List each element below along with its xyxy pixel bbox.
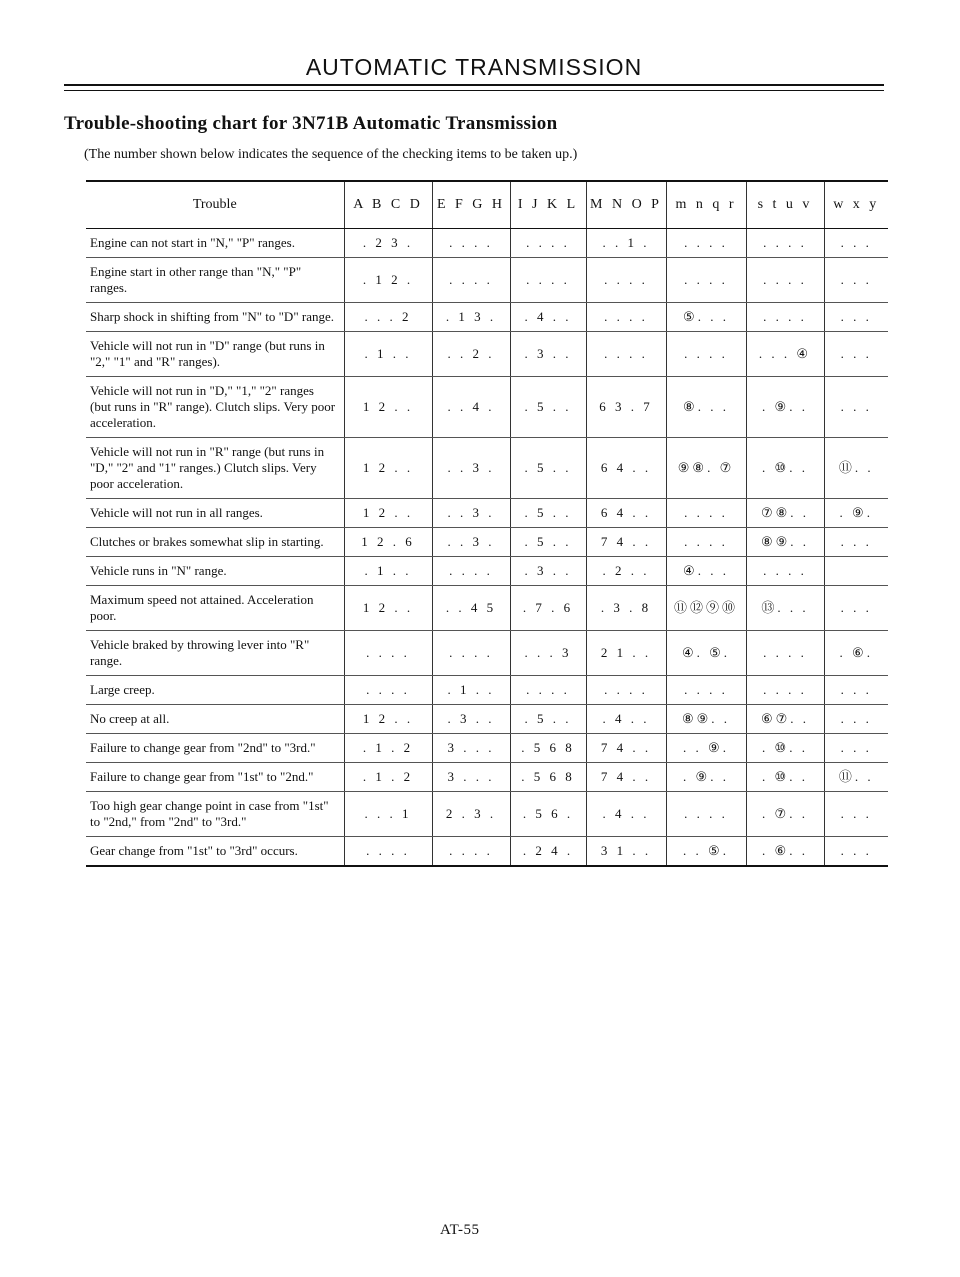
check-sequence-cell: . . . . bbox=[746, 229, 824, 258]
check-sequence-cell: 2 1 . . bbox=[586, 631, 666, 676]
check-sequence-cell: . . . . bbox=[344, 837, 432, 867]
check-sequence-cell: . 1 . 2 bbox=[344, 763, 432, 792]
check-sequence-cell: 6 4 . . bbox=[586, 438, 666, 499]
check-sequence-cell: . 5 . . bbox=[510, 499, 586, 528]
trouble-description: Too high gear change point in case from "1st" to "2nd," from "2nd" to "3rd." bbox=[86, 792, 344, 837]
check-sequence-cell: . 1 . 2 bbox=[344, 734, 432, 763]
check-sequence-cell: . . . bbox=[824, 734, 888, 763]
table-row bbox=[86, 303, 888, 332]
page-header bbox=[64, 54, 884, 81]
column-header-group: I J K L bbox=[510, 181, 586, 229]
check-sequence-cell: . 4 . . bbox=[510, 303, 586, 332]
check-sequence-cell: 3 . . . bbox=[432, 734, 510, 763]
check-sequence-cell: . . . . bbox=[586, 303, 666, 332]
check-sequence-cell: . ⑨. . bbox=[666, 763, 746, 792]
check-sequence-cell: . 2 3 . bbox=[344, 229, 432, 258]
check-sequence-cell: ⑪. . bbox=[824, 763, 888, 792]
table-row bbox=[86, 763, 888, 792]
check-sequence-cell: . . . . bbox=[666, 332, 746, 377]
check-sequence-cell: . 3 . . bbox=[510, 557, 586, 586]
table-row bbox=[86, 837, 888, 867]
check-sequence-cell: . ⑥. bbox=[824, 631, 888, 676]
check-sequence-cell: . . 3 . bbox=[432, 499, 510, 528]
check-sequence-cell: . ⑩. . bbox=[746, 763, 824, 792]
check-sequence-cell: . . . bbox=[824, 229, 888, 258]
check-sequence-cell: . . . . bbox=[746, 303, 824, 332]
check-sequence-cell: ⑬. . . bbox=[746, 586, 824, 631]
check-sequence-cell: ⑪⑫⑨⑩ bbox=[666, 586, 746, 631]
column-header-group: w x y bbox=[824, 181, 888, 229]
check-sequence-cell: ⑥⑦. . bbox=[746, 705, 824, 734]
check-sequence-cell: . ⑩. . bbox=[746, 734, 824, 763]
check-sequence-cell: . . . . bbox=[746, 676, 824, 705]
column-header-group: M N O P bbox=[586, 181, 666, 229]
check-sequence-cell: . 3 . 8 bbox=[586, 586, 666, 631]
check-sequence-cell: 3 1 . . bbox=[586, 837, 666, 867]
check-sequence-cell: . 4 . . bbox=[586, 705, 666, 734]
check-sequence-cell: . . . bbox=[824, 332, 888, 377]
trouble-description: Vehicle will not run in "D" range (but runs in "2," "1" and "R" ranges). bbox=[86, 332, 344, 377]
check-sequence-cell: 1 2 . . bbox=[344, 438, 432, 499]
check-sequence-cell: . . . . bbox=[510, 258, 586, 303]
check-sequence-cell: . ⑩. . bbox=[746, 438, 824, 499]
check-sequence-cell: ④. ⑤. bbox=[666, 631, 746, 676]
check-sequence-cell: 7 4 . . bbox=[586, 763, 666, 792]
check-sequence-cell: . . . . bbox=[586, 332, 666, 377]
trouble-description: Vehicle will not run in "D," "1," "2" ranges (but runs in "R" range). Clutch slips. Very poor acceleration. bbox=[86, 377, 344, 438]
check-sequence-cell: . . . . bbox=[666, 229, 746, 258]
table-body bbox=[86, 229, 888, 867]
check-sequence-cell: . . . . bbox=[432, 258, 510, 303]
table-row bbox=[86, 705, 888, 734]
check-sequence-cell: . . 2 . bbox=[432, 332, 510, 377]
check-sequence-cell: . . . . bbox=[746, 557, 824, 586]
column-header-group: A B C D bbox=[344, 181, 432, 229]
trouble-description: Clutches or brakes somewhat slip in starting. bbox=[86, 528, 344, 557]
check-sequence-cell: . 5 . . bbox=[510, 528, 586, 557]
check-sequence-cell: . . . bbox=[824, 528, 888, 557]
check-sequence-cell: . . . . bbox=[432, 557, 510, 586]
check-sequence-cell: 1 2 . . bbox=[344, 586, 432, 631]
check-sequence-cell: . ⑨. . bbox=[746, 377, 824, 438]
check-sequence-cell: 1 2 . 6 bbox=[344, 528, 432, 557]
check-sequence-cell: . . . . bbox=[746, 258, 824, 303]
check-sequence-cell: . . . . bbox=[586, 258, 666, 303]
check-sequence-cell: . 1 . . bbox=[432, 676, 510, 705]
check-sequence-cell: . 5 6 8 bbox=[510, 734, 586, 763]
check-sequence-cell: . . . . bbox=[344, 631, 432, 676]
check-sequence-cell: ⑧⑨. . bbox=[666, 705, 746, 734]
trouble-description: Engine start in other range than "N," "P" ranges. bbox=[86, 258, 344, 303]
check-sequence-cell: 6 4 . . bbox=[586, 499, 666, 528]
check-sequence-cell: . . . bbox=[824, 258, 888, 303]
column-header-group: s t u v bbox=[746, 181, 824, 229]
check-sequence-cell: . . . 3 bbox=[510, 631, 586, 676]
trouble-description: Gear change from "1st" to "3rd" occurs. bbox=[86, 837, 344, 867]
table-row bbox=[86, 332, 888, 377]
check-sequence-cell: . . 4 5 bbox=[432, 586, 510, 631]
check-sequence-cell: 3 . . . bbox=[432, 763, 510, 792]
table-row bbox=[86, 258, 888, 303]
check-sequence-cell: ⑤. . . bbox=[666, 303, 746, 332]
check-sequence-cell: . . . . bbox=[666, 528, 746, 557]
check-sequence-cell: . . . bbox=[824, 586, 888, 631]
check-sequence-cell: 1 2 . . bbox=[344, 705, 432, 734]
check-sequence-cell: . . ⑨. bbox=[666, 734, 746, 763]
check-sequence-cell: 1 2 . . bbox=[344, 499, 432, 528]
check-sequence-cell: . 5 . . bbox=[510, 705, 586, 734]
table-row bbox=[86, 734, 888, 763]
check-sequence-cell: . . . . bbox=[344, 676, 432, 705]
trouble-description: Vehicle braked by throwing lever into "R" range. bbox=[86, 631, 344, 676]
check-sequence-cell: ⑧. . . bbox=[666, 377, 746, 438]
table-row bbox=[86, 557, 888, 586]
check-sequence-cell: . 1 2 . bbox=[344, 258, 432, 303]
header-rule-thick bbox=[64, 84, 884, 86]
check-sequence-cell: . 3 . . bbox=[510, 332, 586, 377]
check-sequence-cell: . 2 . . bbox=[586, 557, 666, 586]
check-sequence-cell: . . . ④ bbox=[746, 332, 824, 377]
trouble-description: Engine can not start in "N," "P" ranges. bbox=[86, 229, 344, 258]
check-sequence-cell: 6 3 . 7 bbox=[586, 377, 666, 438]
check-sequence-cell: . . . . bbox=[666, 792, 746, 837]
table-row bbox=[86, 438, 888, 499]
check-sequence-cell: ⑪. . bbox=[824, 438, 888, 499]
check-sequence-cell: . . . . bbox=[666, 676, 746, 705]
table-row bbox=[86, 792, 888, 837]
trouble-description: Vehicle will not run in all ranges. bbox=[86, 499, 344, 528]
check-sequence-cell: . 3 . . bbox=[432, 705, 510, 734]
column-header-group: m n q r bbox=[666, 181, 746, 229]
check-sequence-cell: . 5 6 . bbox=[510, 792, 586, 837]
header-row bbox=[86, 181, 888, 229]
trouble-description: Vehicle runs in "N" range. bbox=[86, 557, 344, 586]
check-sequence-cell: ⑦⑧. . bbox=[746, 499, 824, 528]
trouble-description: No creep at all. bbox=[86, 705, 344, 734]
check-sequence-cell: . 7 . 6 bbox=[510, 586, 586, 631]
check-sequence-cell: . 2 4 . bbox=[510, 837, 586, 867]
check-sequence-cell: . . . bbox=[824, 837, 888, 867]
trouble-description: Vehicle will not run in "R" range (but runs in "D," "2" and "1" ranges.) Clutch slips. Very poor acceleration. bbox=[86, 438, 344, 499]
check-sequence-cell: . 5 . . bbox=[510, 377, 586, 438]
table-row bbox=[86, 631, 888, 676]
check-sequence-cell: . . 3 . bbox=[432, 528, 510, 557]
check-sequence-cell: . . . 1 bbox=[344, 792, 432, 837]
check-sequence-cell: . . . 2 bbox=[344, 303, 432, 332]
table-row bbox=[86, 229, 888, 258]
check-sequence-cell: . . . . bbox=[432, 631, 510, 676]
chart-note: (The number shown below indicates the sequence of the checking items to be taken up.) bbox=[84, 147, 578, 162]
check-sequence-cell bbox=[824, 557, 888, 586]
check-sequence-cell: . 5 . . bbox=[510, 438, 586, 499]
check-sequence-cell: . . 1 . bbox=[586, 229, 666, 258]
check-sequence-cell: . . . . bbox=[666, 258, 746, 303]
check-sequence-cell: . . . bbox=[824, 792, 888, 837]
trouble-description: Failure to change gear from "1st" to "2nd." bbox=[86, 763, 344, 792]
check-sequence-cell: ④. . . bbox=[666, 557, 746, 586]
table-row bbox=[86, 676, 888, 705]
check-sequence-cell: ⑨⑧. ⑦ bbox=[666, 438, 746, 499]
check-sequence-cell: . . . . bbox=[746, 631, 824, 676]
check-sequence-cell: . ⑦. . bbox=[746, 792, 824, 837]
trouble-description: Sharp shock in shifting from "N" to "D" range. bbox=[86, 303, 344, 332]
check-sequence-cell: 1 2 . . bbox=[344, 377, 432, 438]
table-row bbox=[86, 528, 888, 557]
column-header-trouble: Trouble bbox=[86, 181, 344, 229]
check-sequence-cell: . . . . bbox=[666, 499, 746, 528]
page-number: AT-55 bbox=[440, 1222, 480, 1238]
table-row bbox=[86, 377, 888, 438]
check-sequence-cell: . . . . bbox=[586, 676, 666, 705]
section-title: AUTOMATIC TRANSMISSION bbox=[305, 54, 643, 80]
check-sequence-cell: . . . bbox=[824, 303, 888, 332]
check-sequence-cell: 7 4 . . bbox=[586, 528, 666, 557]
check-sequence-cell: ⑧⑨. . bbox=[746, 528, 824, 557]
table-header bbox=[86, 181, 888, 229]
check-sequence-cell: . . 4 . bbox=[432, 377, 510, 438]
check-sequence-cell: 7 4 . . bbox=[586, 734, 666, 763]
trouble-description: Maximum speed not attained. Acceleration poor. bbox=[86, 586, 344, 631]
check-sequence-cell: . . . . bbox=[510, 229, 586, 258]
trouble-description: Large creep. bbox=[86, 676, 344, 705]
check-sequence-cell: . . . bbox=[824, 705, 888, 734]
check-sequence-cell: . 5 6 8 bbox=[510, 763, 586, 792]
check-sequence-cell: . 1 . . bbox=[344, 557, 432, 586]
check-sequence-cell: . . 3 . bbox=[432, 438, 510, 499]
header-rule-thin bbox=[64, 90, 884, 91]
check-sequence-cell: . . . . bbox=[510, 676, 586, 705]
check-sequence-cell: . . . bbox=[824, 676, 888, 705]
check-sequence-cell: . ⑨. bbox=[824, 499, 888, 528]
table-row bbox=[86, 499, 888, 528]
check-sequence-cell: . ⑥. . bbox=[746, 837, 824, 867]
check-sequence-cell: 2 . 3 . bbox=[432, 792, 510, 837]
check-sequence-cell: . 1 3 . bbox=[432, 303, 510, 332]
check-sequence-cell: . . ⑤. bbox=[666, 837, 746, 867]
check-sequence-cell: . 4 . . bbox=[586, 792, 666, 837]
check-sequence-cell: . 1 . . bbox=[344, 332, 432, 377]
check-sequence-cell: . . . . bbox=[432, 837, 510, 867]
check-sequence-cell: . . . . bbox=[432, 229, 510, 258]
trouble-description: Failure to change gear from "2nd" to "3rd." bbox=[86, 734, 344, 763]
check-sequence-cell: . . . bbox=[824, 377, 888, 438]
column-header-group: E F G H bbox=[432, 181, 510, 229]
troubleshooting-table bbox=[86, 180, 888, 867]
chart-title: Trouble-shooting chart for 3N71B Automatic Transmission bbox=[64, 113, 558, 134]
table-row bbox=[86, 586, 888, 631]
